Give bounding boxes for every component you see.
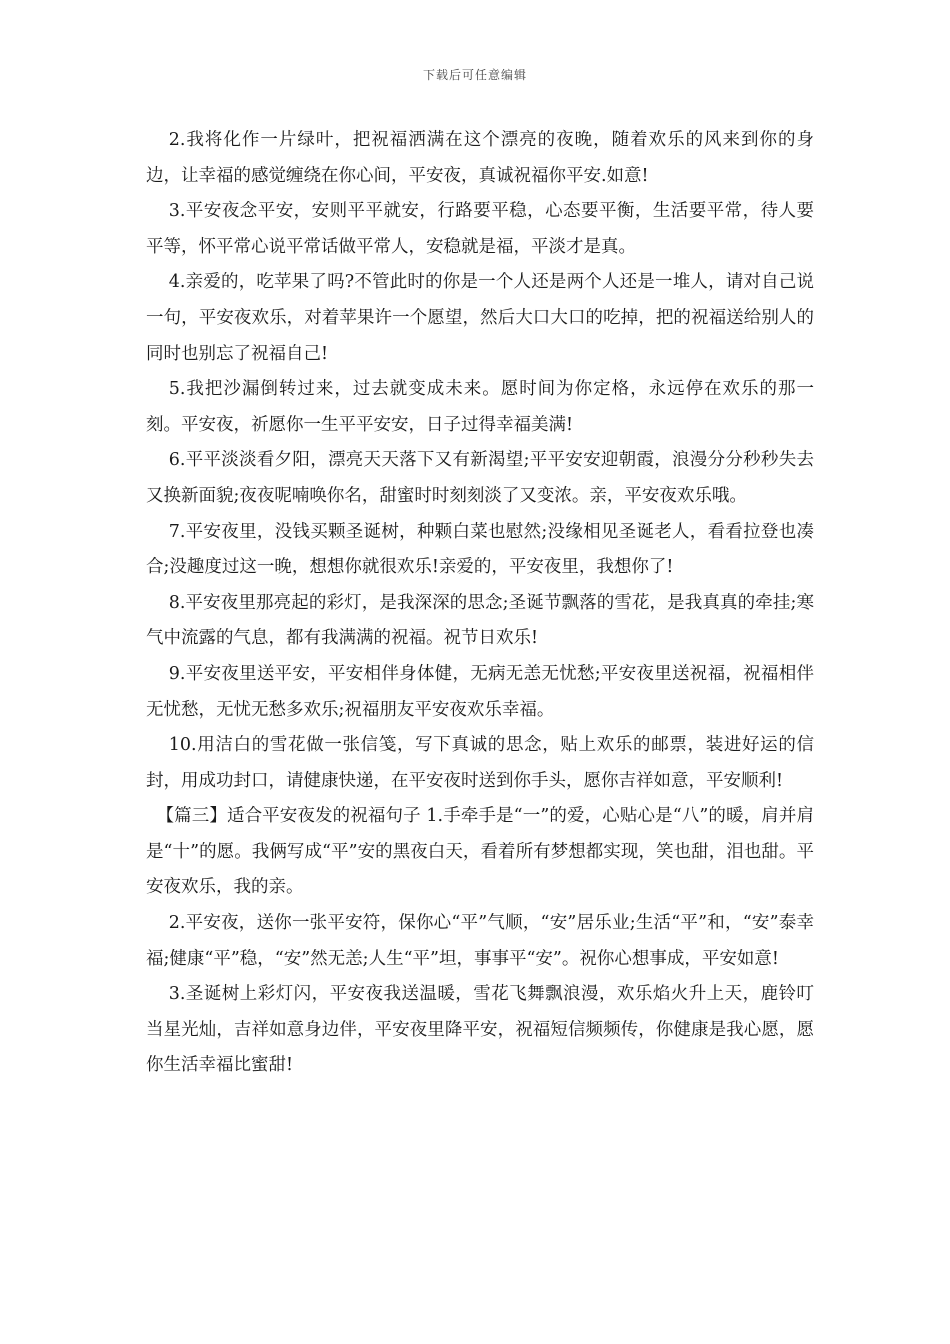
document-body xyxy=(146,123,814,1084)
section-three-item-3: 3.圣诞树上彩灯闪，平安夜我送温暖，雪花飞舞飘浪漫，欢乐焰火升上天，鹿铃叮当星光灿，吉祥如意身边伴，平安夜里降平安，祝福短信频频传，你健康是我心愿，愿你生活幸福比蜜甜! xyxy=(146,984,814,1076)
paragraph-6: 6.平平淡淡看夕阳，漂亮天天落下又有新渴望;平平安安迎朝霞，浪漫分分秒秒失去又换新面貌;夜夜呢喃唤你名，甜蜜时时刻刻淡了又变浓。亲，平安夜欢乐哦。 xyxy=(146,450,814,506)
paragraph-9: 9.平安夜里送平安，平安相伴身体健，无病无恙无忧愁;平安夜里送祝福，祝福相伴无忧愁，无忧无愁多欢乐;祝福朋友平安夜欢乐幸福。 xyxy=(146,663,814,720)
paragraph-8: 8.平安夜里那亮起的彩灯，是我深深的思念;圣诞节飘落的雪花，是我真真的牵挂;寒气中流露的气息，都有我满满的祝福。祝节日欢乐! xyxy=(146,592,814,649)
paragraph-10: 10.用洁白的雪花做一张信笺，写下真诚的思念，贴上欢乐的邮票，装进好运的信封，用成功封口，请健康快递，在平安夜时送到你手头，愿你吉祥如意，平安顺利! xyxy=(146,735,814,791)
paragraph-5: 5.我把沙漏倒转过来，过去就变成未来。愿时间为你定格，永远停在欢乐的那一刻。平安夜，祈愿你一生平平安安，日子过得幸福美满! xyxy=(146,379,814,435)
paragraph-7: 7.平安夜里，没钱买颗圣诞树，种颗白菜也慰然;没缘相见圣诞老人，看看拉登也凑合;没趣度过这一晚，想想你就很欢乐!亲爱的，平安夜里，我想你了! xyxy=(146,521,814,578)
section-three-paragraph: 【篇三】适合平安夜发的祝福句子 1.手牵手是“一”的爱，心贴心是“八”的暖，肩并肩是“十”的愿。我俩写成“平”安的黑夜白天，看着所有梦想都实现，笑也甜，泪也甜。平安夜欢乐，我的亲。 xyxy=(146,806,814,898)
page-header: 下载后可任意编辑 xyxy=(422,68,527,82)
section-three-item-2: 2.平安夜，送你一张平安符，保你心“平”气顺，“安”居乐业;生活“平”和，“安”泰幸福;健康“平”稳，“安”然无恙;人生“平”坦，事事平“安”。祝你心想事成，平安如意! xyxy=(146,913,814,969)
paragraph-2: 2.我将化作一片绿叶，把祝福洒满在这个漂亮的夜晚，随着欢乐的风来到你的身边，让幸福的感觉缠绕在你心间，平安夜，真诚祝福你平安.如意! xyxy=(146,130,814,186)
paragraph-4: 4.亲爱的，吃苹果了吗?不管此时的你是一个人还是两个人还是一堆人，请对自己说一句，平安夜欢乐，对着苹果许一个愿望，然后大口大口的吃掉，把的祝福送给别人的同时也别忘了祝福自己! xyxy=(146,272,814,364)
paragraph-3: 3.平安夜念平安，安则平平就安，行路要平稳，心态要平衡，生活要平常，待人要平等，怀平常心说平常话做平常人，安稳就是福，平淡才是真。 xyxy=(146,201,814,257)
